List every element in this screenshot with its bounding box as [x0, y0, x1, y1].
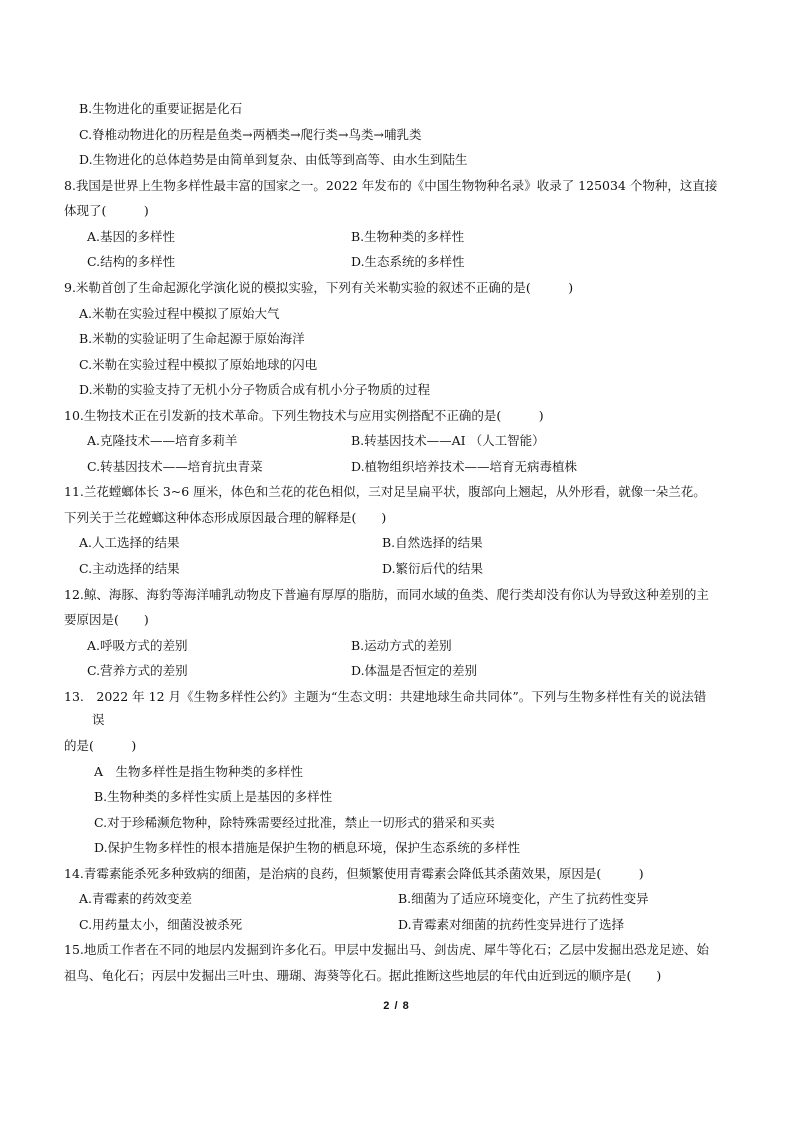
q12-option-a: A.呼吸方式的差别	[87, 638, 188, 653]
q12-stem-line-2: 要原因是( )	[64, 612, 149, 627]
q9-option-b: B.米勒的实验证明了生命起源于原始海洋	[79, 331, 305, 346]
q13-option-b: B.生物种类的多样性实质上是基因的多样性	[94, 789, 333, 804]
q11-option-b: B.自然选择的结果	[382, 535, 483, 550]
q13-stem-line-2: 误	[92, 712, 105, 727]
q14-option-c: C.用药量太小，细菌没被杀死	[79, 917, 243, 932]
q13-option-d: D.保护生物多样性的根本措施是保护生物的栖息环境，保护生态系统的多样性	[94, 840, 521, 855]
q8-stem-line-1: 8.我国是世界上生物多样性最丰富的国家之一。2022 年发布的《中国生物物种名录》收录了 125034 个物种，这直接	[64, 178, 718, 193]
q13-stem-line-3: 的是( )	[64, 738, 137, 753]
q14-option-b: B.细菌为了适应环境变化，产生了抗药性变异	[398, 891, 649, 906]
q8-stem-line-2: 体现了( )	[64, 203, 149, 218]
q10-stem: 10.生物技术正在引发新的技术革命。下列生物技术与应用实例搭配不正确的是( )	[64, 408, 544, 423]
q12-option-b: B.运动方式的差别	[351, 638, 452, 653]
q11-option-d: D.繁衍后代的结果	[382, 561, 484, 576]
q7-option-b: B.生物进化的重要证据是化石	[79, 101, 243, 116]
q12-option-d: D.体温是否恒定的差别	[351, 663, 478, 678]
q10-option-a: A.克隆技术——培育多莉羊	[87, 433, 238, 448]
q10-option-c: C.转基因技术——培育抗虫青菜	[87, 459, 263, 474]
q9-option-d: D.米勒的实验支持了无机小分子物质合成有机小分子物质的过程	[79, 382, 431, 397]
q12-option-c: C.营养方式的差别	[87, 663, 188, 678]
q13-stem-line-1: 13. 2022 年 12 月《生物多样性公约》主题为“生态文明：共建地球生命共同体”。下列与生物多样性有关的说法错	[64, 689, 707, 704]
q8-option-d: D.生态系统的多样性	[351, 254, 465, 269]
q13-option-a: A 生物多样性是指生物种类的多样性	[94, 764, 304, 779]
q8-option-a: A.基因的多样性	[87, 229, 176, 244]
q9-option-c: C.米勒在实验过程中模拟了原始地球的闪电	[79, 357, 318, 372]
q13-option-c: C.对于珍稀濒危物种，除特殊需要经过批准，禁止一切形式的猎采和买卖	[94, 815, 495, 830]
q11-option-c: C.主动选择的结果	[79, 561, 180, 576]
q11-option-a: A.人工选择的结果	[79, 535, 180, 550]
q14-option-d: D.青霉素对细菌的抗药性变异进行了选择	[398, 917, 625, 932]
q15-stem-line-1: 15.地质工作者在不同的地层内发掘到许多化石。甲层中发掘出马、剑齿虎、犀牛等化石；乙层中发掘出恐龙足迹、始	[64, 942, 709, 957]
page-number: 2 / 8	[383, 1000, 410, 1012]
q11-stem-line-2: 下列关于兰花螳螂这种体态形成原因最合理的解释是( )	[64, 510, 387, 525]
q10-option-d: D.植物组织培养技术——培育无病毒植株	[351, 459, 578, 474]
q10-option-b: B.转基因技术——AI （人工智能）	[351, 433, 545, 448]
q15-stem-line-2: 祖鸟、龟化石；丙层中发掘出三叶虫、珊瑚、海葵等化石。据此推断这些地层的年代由近到远的顺序是( )	[64, 968, 662, 983]
q12-stem-line-1: 12.鲸、海豚、海豹等海洋哺乳动物皮下普遍有厚厚的脂肪，而同水域的鱼类、爬行类却没有你认为导致这种差别的主	[64, 587, 709, 602]
q8-option-c: C.结构的多样性	[87, 254, 176, 269]
q14-stem: 14.青霉素能杀死多种致病的细菌，是治病的良药，但频繁使用青霉素会降低其杀菌效果，原因是( )	[64, 866, 644, 881]
q14-option-a: A.青霉素的药效变差	[79, 891, 193, 906]
q7-option-d: D.生物进化的总体趋势是由简单到复杂、由低等到高等、由水生到陆生	[79, 152, 468, 167]
q11-stem-line-1: 11.兰花螳螂体长 3~6 厘米，体色和兰花的花色相似，三对足呈扁平状，腹部向上翘起，从外形看，就像一朵兰花。	[64, 484, 706, 499]
q9-stem: 9.米勒首创了生命起源化学演化说的模拟实验，下列有关米勒实验的叙述不正确的是( )	[64, 280, 574, 295]
q7-option-c: C.脊椎动物进化的历程是鱼类→两栖类→爬行类→鸟类→哺乳类	[79, 127, 422, 142]
q9-option-a: A.米勒在实验过程中模拟了原始大气	[79, 306, 280, 321]
q8-option-b: B.生物种类的多样性	[351, 229, 465, 244]
